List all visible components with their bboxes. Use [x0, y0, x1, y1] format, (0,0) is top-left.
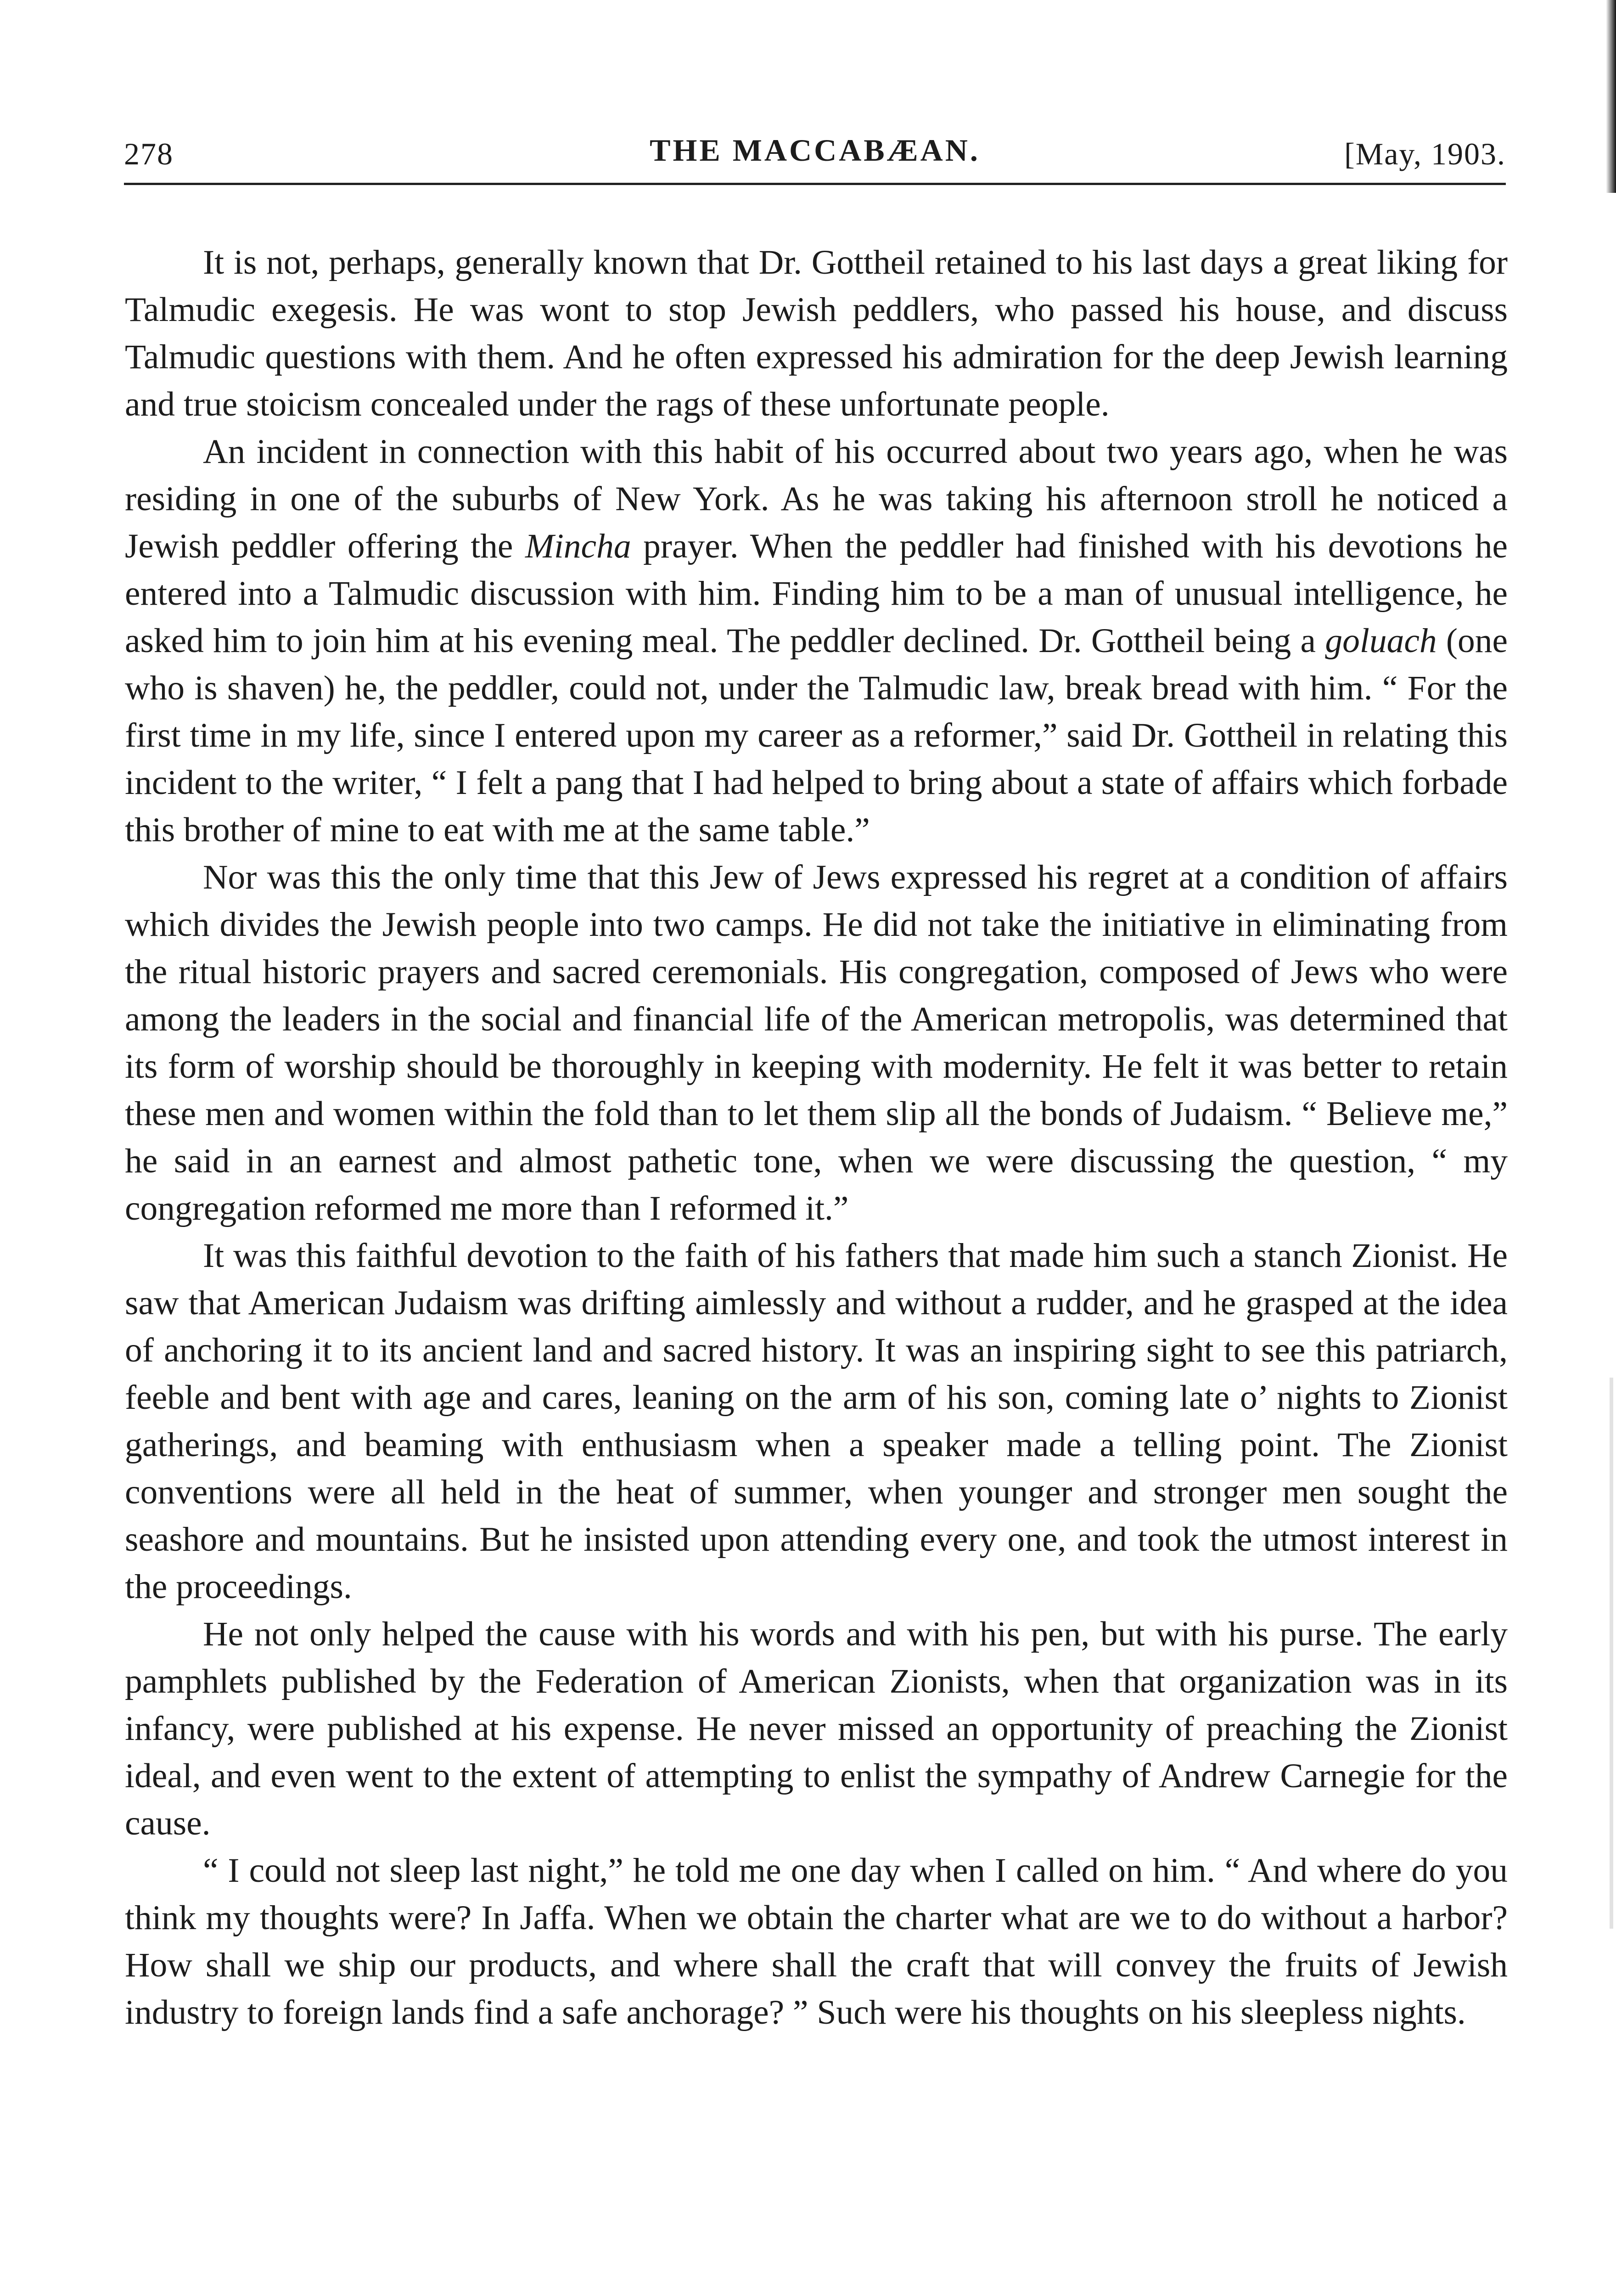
- page-edge-shadow: [1606, 0, 1616, 193]
- paragraph-2-part-c: (one who is shaven) he, the peddler, could not, under the Talmudic law, break bread with him. “ For the first time in my life, since I entered upon my career as a reformer,” said Dr. Gottheil in relating this incident to the writer, “ I felt a pang that I had helped to bring about a state of affairs which forbade this brother of mine to eat with me at the same table.”: [125, 622, 1508, 849]
- running-head: [124, 129, 1506, 180]
- header-rule: [124, 183, 1506, 185]
- issue-date: [May, 1903.: [1344, 136, 1506, 171]
- paragraph-2-part-b: prayer. When the peddler had finished with his devotions he entered into a Talmudic discussion with him. Finding him to be a man of unusual intelligence, he asked him to join him at his evening meal. The peddler declined. Dr. Gottheil being a: [125, 527, 1508, 660]
- mincha-term: Mincha: [525, 527, 631, 565]
- paragraph-1: It is not, perhaps, generally known that Dr. Gottheil retained to his last days a great liking for Talmudic exegesis. He was wont to stop Jewish peddlers, who passed his house, and discuss Talmudic questions with them. And he often expressed his admiration for the deep Jewish learning and true stoicism concealed under the rags of these unfortunate people.: [125, 243, 1508, 423]
- paragraph-4: It was this faithful devotion to the faith of his fathers that made him such a stanch Zionist. He saw that American Judaism was drifting aimlessly and without a rudder, and he grasped at the idea of anchoring it to its ancient land and sacred history. It was an inspiring sight to see this patriarch, feeble and bent with age and cares, leaning on the arm of his son, coming late o’ nights to Zionist gatherings, and beaming with enthusiasm when a speaker made a telling point. The Zionist conventions were all held in the heat of summer, when younger and stronger men sought the seashore and mountains. But he insisted upon attending every one, and took the utmost interest in the proceedings.: [125, 1237, 1508, 1606]
- paragraph-2: [125, 428, 1508, 854]
- paragraph-2-part-a: An incident in connection with this habit of his occurred about two years ago, when he was residing in one of the suburbs of New York. As he was taking his afternoon stroll he noticed a Jewish peddler offering the: [125, 433, 1508, 565]
- goluach-term: goluach: [1325, 622, 1437, 660]
- paragraph-3: Nor was this the only time that this Jew of Jews expressed his regret at a condition of affairs which divides the Jewish people into two camps. He did not take the initiative in eliminating from the ritual historic prayers and sacred ceremonials. His congregation, composed of Jews who were among the leaders in the social and financial life of the American metropolis, was determined that its form of worship should be thoroughly in keeping with modernity. He felt it was better to retain these men and women within the fold than to let them slip all the bonds of Judaism. “ Believe me,” he said in an earnest and almost pathetic tone, when we were discussing the question, “ my congregation reformed me more than I reformed it.”: [125, 858, 1508, 1227]
- page-number: 278: [124, 136, 174, 171]
- page-edge-line: [1610, 1378, 1613, 1929]
- paragraph-5: He not only helped the cause with his words and with his pen, but with his purse. The early pamphlets published by the Federation of American Zionists, when that organization was in its infancy, were published at his expense. He never missed an opportunity of preaching the Zionist ideal, and even went to the extent of attempting to enlist the sympathy of Andrew Carnegie for the cause.: [125, 1615, 1508, 1842]
- article-body: [125, 239, 1508, 2036]
- journal-title: THE MACCABÆAN.: [650, 133, 980, 168]
- paragraph-6: “ I could not sleep last night,” he told me one day when I called on him. “ And where do you think my thoughts were? In Jaffa. When we obtain the charter what are we to do without a harbor? How shall we ship our products, and where shall the craft that will convey the fruits of Jewish industry to foreign lands find a safe anchorage? ” Such were his thoughts on his sleepless nights.: [125, 1851, 1508, 2032]
